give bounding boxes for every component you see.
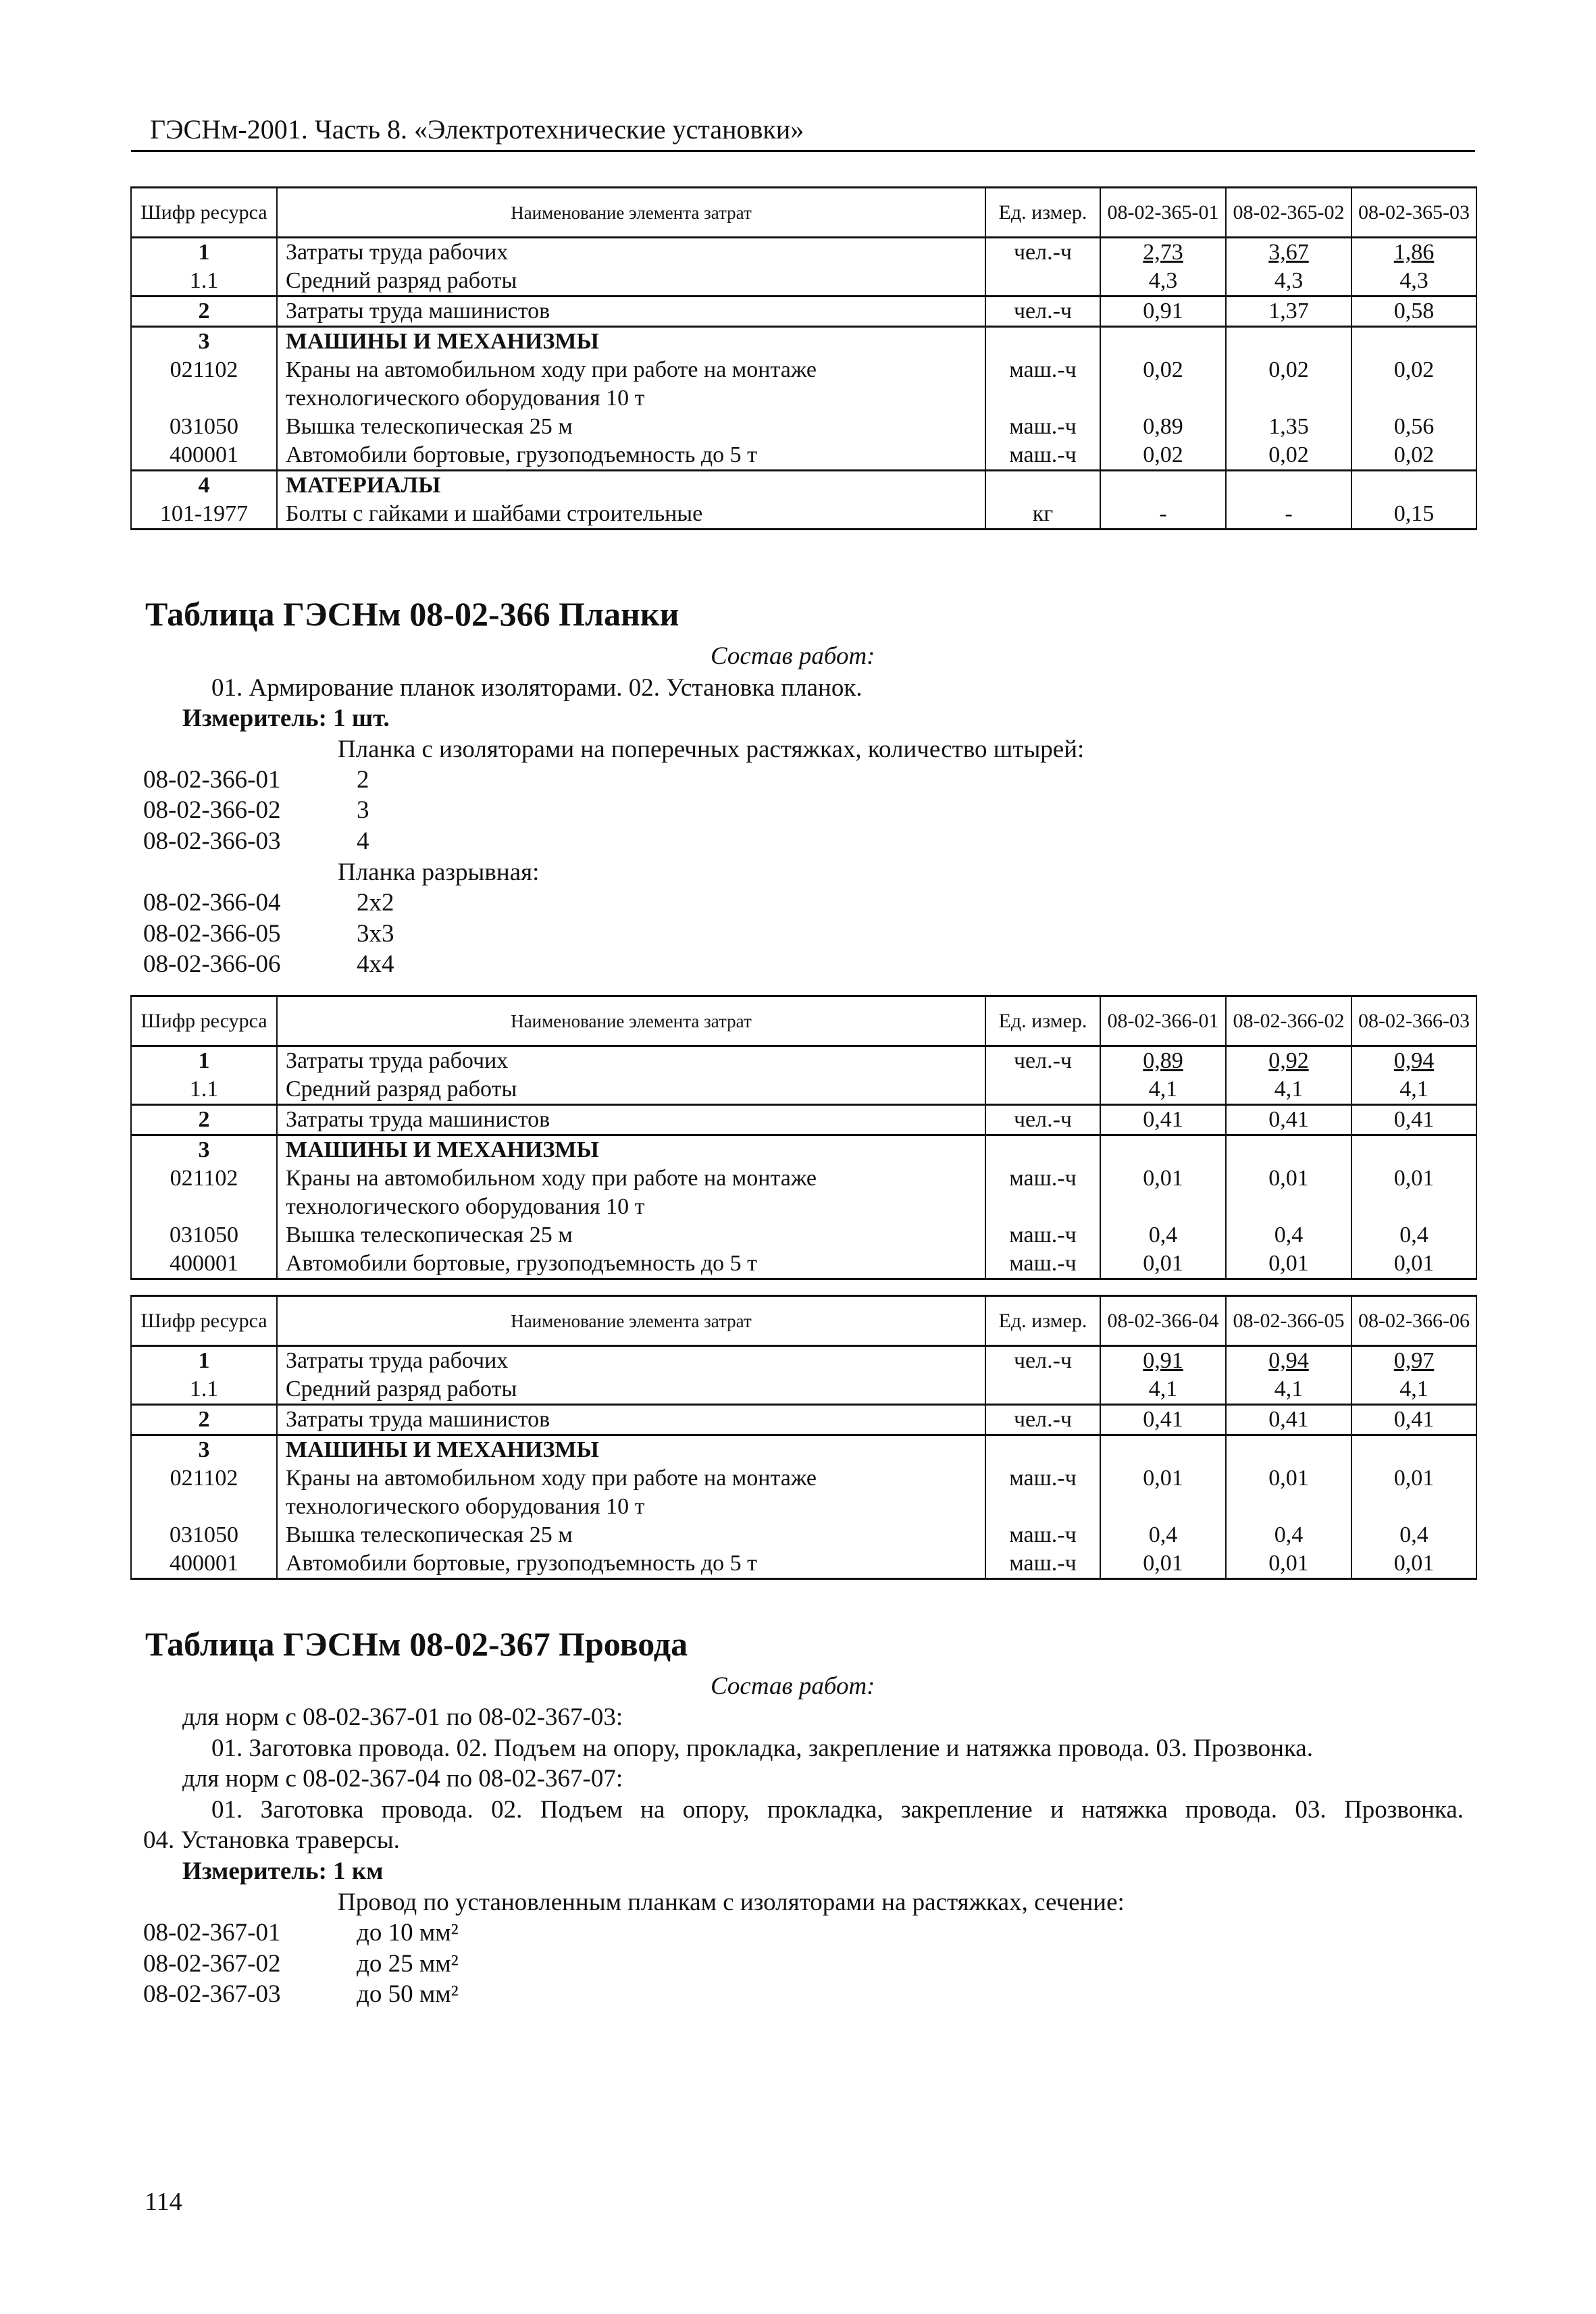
cell: маш.-ч [985, 441, 1100, 471]
cell: 0,94 [1352, 1046, 1476, 1076]
table-row [131, 1346, 1476, 1376]
header-cell: 08-02-366-04 [1100, 1296, 1226, 1346]
cell: - [1100, 500, 1226, 530]
header-cell: Шифр ресурса [131, 996, 277, 1046]
table-row [131, 238, 1476, 267]
table-row [131, 267, 1476, 297]
header-cell: Ед. измер. [985, 188, 1100, 238]
cell: 0,92 [1226, 1046, 1352, 1076]
table-row [131, 1046, 1476, 1076]
cell: 0,4 [1352, 1221, 1476, 1250]
norm-value: 3 [357, 796, 369, 824]
cell: 0,41 [1352, 1105, 1476, 1135]
cell: 0,41 [1226, 1405, 1352, 1435]
cell: маш.-ч [985, 1521, 1100, 1549]
norm-value: 3х3 [357, 920, 394, 948]
cell: 1 [131, 1346, 277, 1376]
cell: 2 [131, 1405, 277, 1435]
header-cell: 08-02-366-01 [1100, 996, 1226, 1046]
table-header [131, 1296, 1476, 1346]
table-header [131, 996, 1476, 1046]
cell: 0,4 [1100, 1221, 1226, 1250]
cell: 0,94 [1226, 1346, 1352, 1376]
cell: 021102 [131, 356, 277, 413]
cell: 4,1 [1226, 1375, 1352, 1405]
cell: 0,41 [1352, 1405, 1476, 1435]
cell: 0,01 [1352, 1549, 1476, 1579]
cell: 0,41 [1226, 1105, 1352, 1135]
cell: 0,91 [1100, 1346, 1226, 1376]
header-cell: Шифр ресурса [131, 188, 277, 238]
cell: Краны на автомобильном ходу при работе на монтаже технологического оборудования 10 т [277, 356, 985, 413]
resource-table-365 [130, 186, 1477, 530]
header-cell: 08-02-366-06 [1352, 1296, 1476, 1346]
cell: маш.-ч [985, 1221, 1100, 1250]
cell: Средний разряд работы [277, 1375, 985, 1405]
norm-code: 08-02-366-06 [143, 950, 281, 978]
cell: 0,02 [1100, 441, 1226, 471]
cell: 0,01 [1226, 1164, 1352, 1221]
cell: 0,01 [1226, 1549, 1352, 1579]
header-cell: Наименование элемента затрат [277, 1296, 985, 1346]
cell: Вышка телескопическая 25 м [277, 1221, 985, 1250]
cell: 4,1 [1352, 1375, 1476, 1405]
cell: Затраты труда рабочих [277, 238, 985, 267]
cell: 3,67 [1226, 238, 1352, 267]
cell: 4 [131, 471, 277, 500]
table-row [131, 1464, 1476, 1521]
cell: - [1226, 500, 1352, 530]
cell: 0,01 [1226, 1464, 1352, 1521]
cell: 4,1 [1100, 1075, 1226, 1105]
table-row [131, 297, 1476, 327]
norm-range: для норм с 08-02-367-01 по 08-02-367-03: [182, 1703, 623, 1731]
cell: Затраты труда рабочих [277, 1046, 985, 1076]
table-row [131, 1135, 1476, 1165]
section-title-367: Таблица ГЭСНм 08-02-367 Провода [145, 1625, 688, 1663]
cell: 1 [131, 238, 277, 267]
resource-table-366-04-06 [130, 1295, 1477, 1580]
table-row [131, 327, 1476, 357]
cell: 0,56 [1352, 413, 1476, 441]
group-title: Планка разрывная: [338, 858, 540, 886]
norm-range: для норм с 08-02-367-04 по 08-02-367-07: [182, 1765, 623, 1793]
cell: 400001 [131, 441, 277, 471]
cell: 0,02 [1100, 356, 1226, 413]
cell: 0,4 [1226, 1521, 1352, 1549]
norm-value: до 25 мм² [357, 1950, 459, 1978]
cell: 4,3 [1352, 267, 1476, 297]
measure-unit: Измеритель: 1 шт. [182, 704, 390, 732]
cell: Автомобили бортовые, грузоподъемность до 5 т [277, 1250, 985, 1279]
table-header [131, 188, 1476, 238]
cell: чел.-ч [985, 297, 1100, 327]
cell: 2 [131, 1105, 277, 1135]
cell: МАШИНЫ И МЕХАНИЗМЫ [277, 1135, 985, 1165]
norm-value: до 50 мм² [357, 1980, 459, 2008]
cell: 2,73 [1100, 238, 1226, 267]
table-row [131, 1164, 1476, 1221]
norm-code: 08-02-367-02 [143, 1950, 281, 1978]
table-row [131, 1549, 1476, 1579]
cell: 0,02 [1352, 356, 1476, 413]
cell: Средний разряд работы [277, 1075, 985, 1105]
cell: Вышка телескопическая 25 м [277, 413, 985, 441]
table-row [131, 1375, 1476, 1405]
cell: 0,01 [1100, 1250, 1226, 1279]
cell: 021102 [131, 1164, 277, 1221]
norm-value: 2 [357, 766, 369, 794]
resource-table-366-01-03 [130, 995, 1477, 1280]
cell: 0,41 [1100, 1405, 1226, 1435]
cell: маш.-ч [985, 1549, 1100, 1579]
cell: 031050 [131, 1521, 277, 1549]
cell: 2 [131, 297, 277, 327]
cell: маш.-ч [985, 413, 1100, 441]
norm-code: 08-02-367-01 [143, 1919, 281, 1947]
norm-code: 08-02-366-01 [143, 766, 281, 794]
table-row [131, 1435, 1476, 1465]
cell: 4,3 [1226, 267, 1352, 297]
cell: маш.-ч [985, 1250, 1100, 1279]
work-text: 01. Заготовка провода. 02. Подъем на опору, прокладка, закрепление и натяжка провода. 03. Прозвонка. [211, 1796, 1464, 1824]
cell: 3 [131, 327, 277, 357]
measure-unit: Измеритель: 1 км [182, 1857, 384, 1885]
norm-code: 08-02-366-03 [143, 827, 281, 855]
cell: 4,1 [1352, 1075, 1476, 1105]
cell: Автомобили бортовые, грузоподъемность до 5 т [277, 441, 985, 471]
section-title-366: Таблица ГЭСНм 08-02-366 Планки [145, 595, 679, 633]
cell: 101-1977 [131, 500, 277, 530]
cell: 1,35 [1226, 413, 1352, 441]
cell: 0,01 [1100, 1164, 1226, 1221]
header-cell: 08-02-366-05 [1226, 1296, 1352, 1346]
cell: 0,58 [1352, 297, 1476, 327]
cell: 0,01 [1352, 1250, 1476, 1279]
norm-value: 4 [357, 827, 369, 855]
cell: 400001 [131, 1250, 277, 1279]
cell: Средний разряд работы [277, 267, 985, 297]
header-cell: 08-02-365-02 [1226, 188, 1352, 238]
cell [985, 1375, 1100, 1405]
norm-code: 08-02-367-03 [143, 1980, 281, 2008]
cell: 1.1 [131, 1375, 277, 1405]
cell: 3 [131, 1435, 277, 1465]
cell: 0,89 [1100, 1046, 1226, 1076]
cell: 0,4 [1100, 1521, 1226, 1549]
cell: Автомобили бортовые, грузоподъемность до 5 т [277, 1549, 985, 1579]
cell: Затраты труда машинистов [277, 297, 985, 327]
cell: 0,4 [1226, 1221, 1352, 1250]
work-heading: Состав работ: [711, 1672, 875, 1700]
header-cell: Наименование элемента затрат [277, 996, 985, 1046]
table-row [131, 471, 1476, 500]
cell: 1.1 [131, 267, 277, 297]
header-cell: Наименование элемента затрат [277, 188, 985, 238]
cell: 0,41 [1100, 1105, 1226, 1135]
page-number: 114 [145, 2188, 182, 2216]
table-row [131, 1405, 1476, 1435]
cell: 3 [131, 1135, 277, 1165]
cell: 0,01 [1226, 1250, 1352, 1279]
cell: 1.1 [131, 1075, 277, 1105]
work-text-continued: 04. Установка траверсы. [143, 1826, 400, 1854]
header-cell: 08-02-366-02 [1226, 996, 1352, 1046]
norm-value: 2х2 [357, 889, 394, 917]
table-row [131, 500, 1476, 530]
norm-code: 08-02-366-05 [143, 920, 281, 948]
cell: 0,15 [1352, 500, 1476, 530]
cell: 0,01 [1352, 1164, 1476, 1221]
table-row [131, 356, 1476, 413]
header-cell: Ед. измер. [985, 1296, 1100, 1346]
norm-code: 08-02-366-02 [143, 796, 281, 824]
cell: маш.-ч [985, 356, 1100, 413]
cell: 400001 [131, 1549, 277, 1579]
cell: 0,89 [1100, 413, 1226, 441]
header-cell: Шифр ресурса [131, 1296, 277, 1346]
cell: чел.-ч [985, 1046, 1100, 1076]
cell: 4,3 [1100, 267, 1226, 297]
cell: Краны на автомобильном ходу при работе на монтаже технологического оборудования 10 т [277, 1464, 985, 1521]
cell: Затраты труда машинистов [277, 1105, 985, 1135]
cell: Вышка телескопическая 25 м [277, 1521, 985, 1549]
cell [985, 267, 1100, 297]
cell: маш.-ч [985, 1464, 1100, 1521]
norm-value: 4х4 [357, 950, 394, 978]
cell: 021102 [131, 1464, 277, 1521]
work-text: 01. Заготовка провода. 02. Подъем на опору, прокладка, закрепление и натяжка провода. 03. Прозвонка. [211, 1734, 1313, 1762]
cell [985, 1075, 1100, 1105]
table-row [131, 1105, 1476, 1135]
cell: Болты с гайками и шайбами строительные [277, 500, 985, 530]
header-cell: 08-02-365-03 [1352, 188, 1476, 238]
cell: 0,02 [1226, 356, 1352, 413]
cell: МАТЕРИАЛЫ [277, 471, 985, 500]
cell: чел.-ч [985, 1405, 1100, 1435]
cell: 0,02 [1226, 441, 1352, 471]
cell: 0,01 [1352, 1464, 1476, 1521]
cell: чел.-ч [985, 238, 1100, 267]
cell: чел.-ч [985, 1105, 1100, 1135]
cell: 0,02 [1352, 441, 1476, 471]
cell: Затраты труда рабочих [277, 1346, 985, 1376]
header-rule [131, 150, 1475, 152]
table-row [131, 441, 1476, 471]
header-cell: Ед. измер. [985, 996, 1100, 1046]
cell: маш.-ч [985, 1164, 1100, 1221]
table-row [131, 1521, 1476, 1549]
table-row [131, 1250, 1476, 1279]
cell: 1,86 [1352, 238, 1476, 267]
cell: 1 [131, 1046, 277, 1076]
cell: 031050 [131, 413, 277, 441]
header-cell: 08-02-365-01 [1100, 188, 1226, 238]
work-heading: Состав работ: [711, 642, 875, 670]
table-row [131, 1221, 1476, 1250]
table-row [131, 1075, 1476, 1105]
header-cell: 08-02-366-03 [1352, 996, 1476, 1046]
cell: 0,91 [1100, 297, 1226, 327]
cell: кг [985, 500, 1100, 530]
cell: 4,1 [1100, 1375, 1226, 1405]
cell: Затраты труда машинистов [277, 1405, 985, 1435]
cell: 1,37 [1226, 297, 1352, 327]
cell: 031050 [131, 1221, 277, 1250]
cell: 0,01 [1100, 1464, 1226, 1521]
cell: Краны на автомобильном ходу при работе на монтаже технологического оборудования 10 т [277, 1164, 985, 1221]
table-row [131, 413, 1476, 441]
cell: 0,4 [1352, 1521, 1476, 1549]
norm-code: 08-02-366-04 [143, 889, 281, 917]
cell: МАШИНЫ И МЕХАНИЗМЫ [277, 327, 985, 357]
norm-value: до 10 мм² [357, 1919, 459, 1947]
cell: чел.-ч [985, 1346, 1100, 1376]
cell: 0,97 [1352, 1346, 1476, 1376]
work-text: 01. Армирование планок изоляторами. 02. Установка планок. [211, 674, 863, 702]
cell: 0,01 [1100, 1549, 1226, 1579]
cell: МАШИНЫ И МЕХАНИЗМЫ [277, 1435, 985, 1465]
group-title: Планка с изоляторами на поперечных растяжках, количество штырей: [338, 736, 1085, 763]
cell: 4,1 [1226, 1075, 1352, 1105]
group-title: Провод по установленным планкам с изоляторами на растяжках, сечение: [338, 1888, 1125, 1916]
running-title: ГЭСНм-2001. Часть 8. «Электротехнические установки» [150, 114, 804, 145]
